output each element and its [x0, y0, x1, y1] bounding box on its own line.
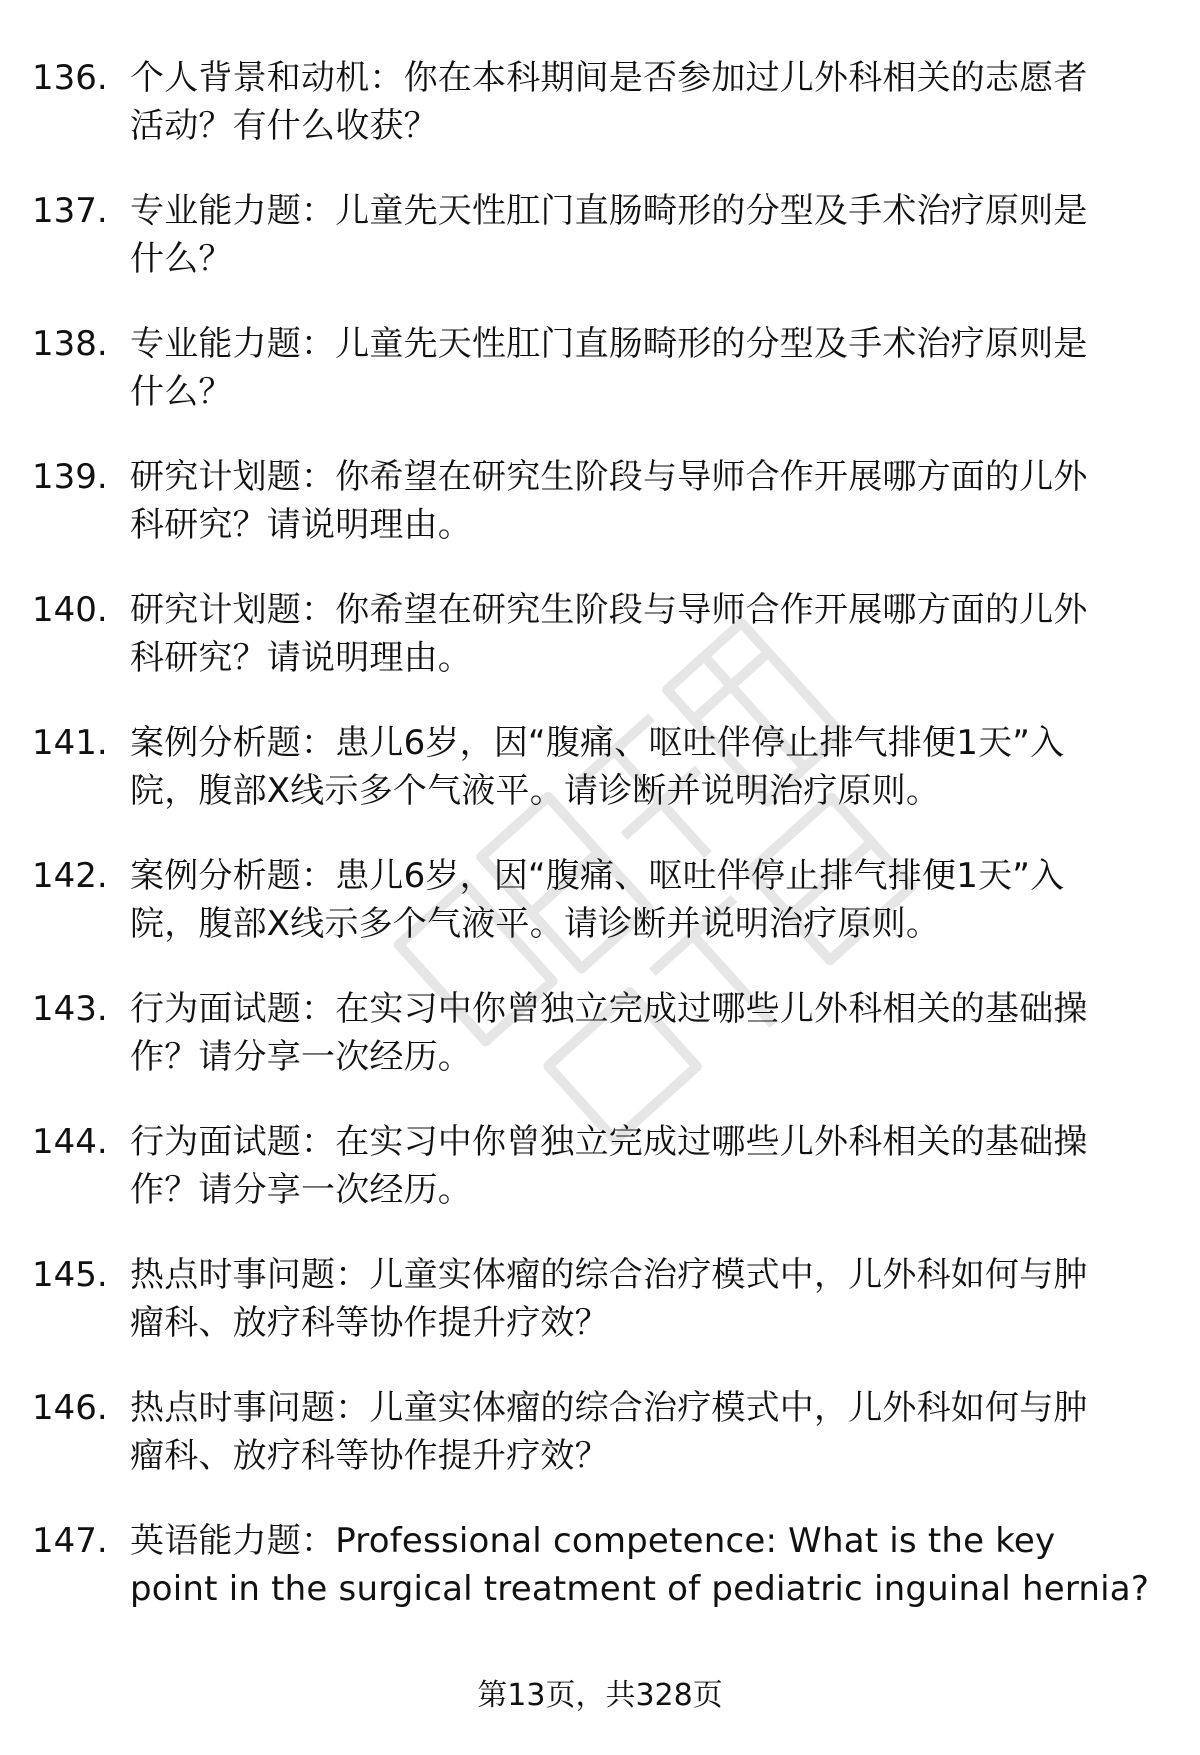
question-text — [130, 453, 1170, 549]
question-text — [130, 187, 1170, 283]
question-text — [130, 320, 1170, 416]
question-line: 热点时事问题：儿童实体瘤的综合治疗模式中，儿外科如何与肿 — [130, 1388, 1088, 1428]
page-footer: 第13页，共328页 — [477, 1678, 723, 1713]
question-text — [130, 852, 1170, 948]
question-text — [130, 586, 1170, 682]
question-text — [130, 1251, 1170, 1347]
question-line: 活动？有什么收获？ — [130, 106, 438, 146]
question-line: 什么？ — [130, 372, 233, 412]
question-number: 145. — [32, 1255, 108, 1295]
question-item — [32, 1251, 1162, 1384]
question-number: 143. — [32, 989, 108, 1029]
question-line: 作？请分享一次经历。 — [130, 1037, 472, 1077]
question-line: 案例分析题：患儿6岁，因“腹痛、呕吐伴停止排气排便1天”入 — [130, 723, 1065, 763]
question-line: 个人背景和动机：你在本科期间是否参加过儿外科相关的志愿者 — [130, 58, 1088, 98]
question-line: 科研究？请说明理由。 — [130, 505, 472, 545]
question-line: 行为面试题：在实习中你曾独立完成过哪些儿外科相关的基础操 — [130, 1122, 1088, 1162]
question-item — [32, 1384, 1162, 1517]
question-line: 行为面试题：在实习中你曾独立完成过哪些儿外科相关的基础操 — [130, 989, 1088, 1029]
question-line: 专业能力题：儿童先天性肛门直肠畸形的分型及手术治疗原则是 — [130, 324, 1088, 364]
question-line: 院，腹部X线示多个气液平。请诊断并说明治疗原则。 — [130, 771, 941, 811]
question-text — [130, 54, 1170, 150]
question-line: point in the surgical treatment of pediatric inguinal hernia? — [130, 1569, 1150, 1609]
question-number: 138. — [32, 324, 108, 364]
question-line: 专业能力题：儿童先天性肛门直肠畸形的分型及手术治疗原则是 — [130, 191, 1088, 231]
question-line: 英语能力题：Professional competence: What is the key — [130, 1521, 1056, 1561]
question-line: 热点时事问题：儿童实体瘤的综合治疗模式中，儿外科如何与肿 — [130, 1255, 1088, 1295]
question-list — [32, 54, 1162, 1650]
question-line: 研究计划题：你希望在研究生阶段与导师合作开展哪方面的儿外 — [130, 457, 1088, 497]
question-line: 作？请分享一次经历。 — [130, 1170, 472, 1210]
question-number: 139. — [32, 457, 108, 497]
question-number: 142. — [32, 856, 108, 896]
question-line: 科研究？请说明理由。 — [130, 638, 472, 678]
question-text — [130, 1384, 1170, 1480]
question-text — [130, 985, 1170, 1081]
question-number: 146. — [32, 1388, 108, 1428]
question-number: 147. — [32, 1521, 108, 1561]
question-text — [130, 1118, 1170, 1214]
question-item — [32, 719, 1162, 852]
question-number: 136. — [32, 58, 108, 98]
question-item — [32, 453, 1162, 586]
question-item — [32, 54, 1162, 187]
question-line: 案例分析题：患儿6岁，因“腹痛、呕吐伴停止排气排便1天”入 — [130, 856, 1065, 896]
question-item — [32, 852, 1162, 985]
question-item — [32, 187, 1162, 320]
question-item — [32, 1517, 1162, 1650]
question-line: 研究计划题：你希望在研究生阶段与导师合作开展哪方面的儿外 — [130, 590, 1088, 630]
question-line: 院，腹部X线示多个气液平。请诊断并说明治疗原则。 — [130, 904, 941, 944]
question-number: 140. — [32, 590, 108, 630]
question-item — [32, 985, 1162, 1118]
question-number: 141. — [32, 723, 108, 763]
question-number: 144. — [32, 1122, 108, 1162]
question-number: 137. — [32, 191, 108, 231]
question-text — [130, 1517, 1170, 1613]
question-item — [32, 320, 1162, 453]
question-line: 瘤科、放疗科等协作提升疗效？ — [130, 1303, 609, 1343]
question-text — [130, 719, 1170, 815]
question-line: 瘤科、放疗科等协作提升疗效？ — [130, 1436, 609, 1476]
question-item — [32, 1118, 1162, 1251]
question-item — [32, 586, 1162, 719]
question-line: 什么？ — [130, 239, 233, 279]
